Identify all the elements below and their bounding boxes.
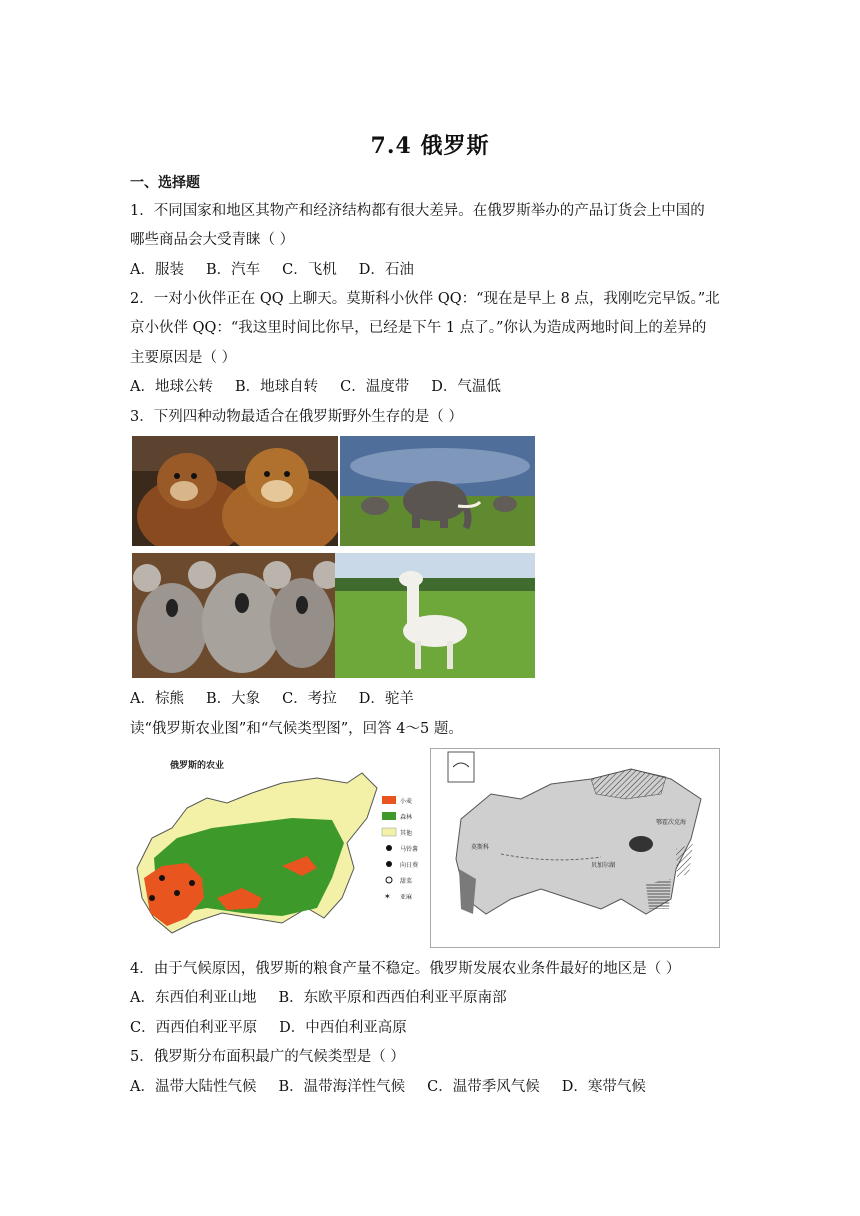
legend-wheat: 小麦	[400, 798, 413, 805]
koala-photo	[132, 553, 335, 678]
q5-option-a[interactable]: A．温带大陆性气候	[130, 1079, 257, 1095]
label-baikal: 贝加尔湖	[591, 862, 616, 869]
agriculture-map	[132, 748, 428, 948]
q2-options	[130, 378, 523, 396]
q2-stem-line1: 2．一对小伙伴正在 QQ 上聊天。莫斯科小伙伴 QQ：“现在是早上 8 点，我刚吃完早饭。”北	[130, 291, 720, 307]
legend-other: 其他	[400, 830, 413, 837]
q4-stem-line1: 4．由于气候原因，俄罗斯的粮食产量不稳定。俄罗斯发展农业条件最好的地区是（ ）	[130, 961, 681, 977]
agri-map-title: 俄罗斯的农业	[170, 761, 225, 771]
legend-potato: 马铃薯	[400, 846, 419, 853]
q1-option-b[interactable]: B．汽车	[205, 262, 261, 278]
q5-option-b[interactable]: B．温带海洋性气候	[278, 1079, 406, 1095]
bear-photo	[132, 436, 338, 546]
q2-option-d[interactable]: D．气温低	[431, 379, 501, 395]
legend-flax: 亚麻	[400, 894, 413, 901]
q1-option-a[interactable]: A．服装	[130, 262, 184, 278]
q4-options-row2	[130, 1019, 429, 1037]
q2-option-b[interactable]: B．地球自转	[234, 379, 319, 395]
q1-stem-line1: 1．不同国家和地区其物产和经济结构都有很大差异。在俄罗斯举办的产品订货会上中国的	[130, 203, 705, 219]
legend-forest: 森林	[400, 814, 413, 821]
q3-option-d[interactable]: D．驼羊	[358, 691, 414, 707]
climate-map	[430, 748, 720, 948]
elephant-photo	[340, 436, 535, 546]
section-heading: 一、选择题	[130, 175, 200, 191]
llama-photo	[335, 553, 535, 678]
q1-option-c[interactable]: C．飞机	[282, 262, 337, 278]
q3-options	[130, 690, 436, 708]
q1-stem-line2: 哪些商品会大受青睐（ ）	[130, 232, 295, 248]
legend-beet: 甜菜	[400, 878, 413, 885]
q3-option-c[interactable]: C．考拉	[282, 691, 337, 707]
q4-option-b[interactable]: B．东欧平原和西西伯利亚平原南部	[278, 990, 507, 1006]
q4-option-c[interactable]: C．西西伯利亚平原	[130, 1020, 258, 1036]
q5-options	[130, 1078, 668, 1096]
maps-intro: 读“俄罗斯农业图”和“气候类型图”，回答 4～5 题。	[130, 721, 463, 737]
q4-option-d[interactable]: D．中西伯利亚高原	[279, 1020, 407, 1036]
q1-option-d[interactable]: D．石油	[358, 262, 414, 278]
q2-stem-line2: 京小伙伴 QQ：“我这里时间比你早，已经是下午 1 点了。”你认为造成两地时间上的差异的	[130, 320, 707, 336]
page-title: 7.4 俄罗斯	[370, 133, 490, 159]
q5-option-c[interactable]: C．温带季风气候	[427, 1079, 540, 1095]
q2-stem-line3: 主要原因是（ ）	[130, 350, 237, 366]
label-moscow: 莫斯科	[471, 844, 490, 851]
legend-sunflower: 向日葵	[400, 862, 419, 869]
q2-option-a[interactable]: A．地球公转	[130, 379, 213, 395]
q2-option-c[interactable]: C．温度带	[340, 379, 410, 395]
q3-option-a[interactable]: A．棕熊	[130, 691, 184, 707]
q5-option-d[interactable]: D．寒带气候	[561, 1079, 646, 1095]
q3-option-b[interactable]: B．大象	[205, 691, 261, 707]
q4-option-a[interactable]: A．东西伯利亚山地	[130, 990, 257, 1006]
q4-options-row1	[130, 989, 529, 1007]
label-okhotsk: 鄂霍次克海	[656, 819, 687, 826]
svg-text:✶: ✶	[384, 892, 391, 901]
q3-stem-line1: 3．下列四种动物最适合在俄罗斯野外生存的是（ ）	[130, 409, 463, 425]
q5-stem-line1: 5．俄罗斯分布面积最广的气候类型是（ ）	[130, 1049, 405, 1065]
q1-options	[130, 261, 436, 279]
